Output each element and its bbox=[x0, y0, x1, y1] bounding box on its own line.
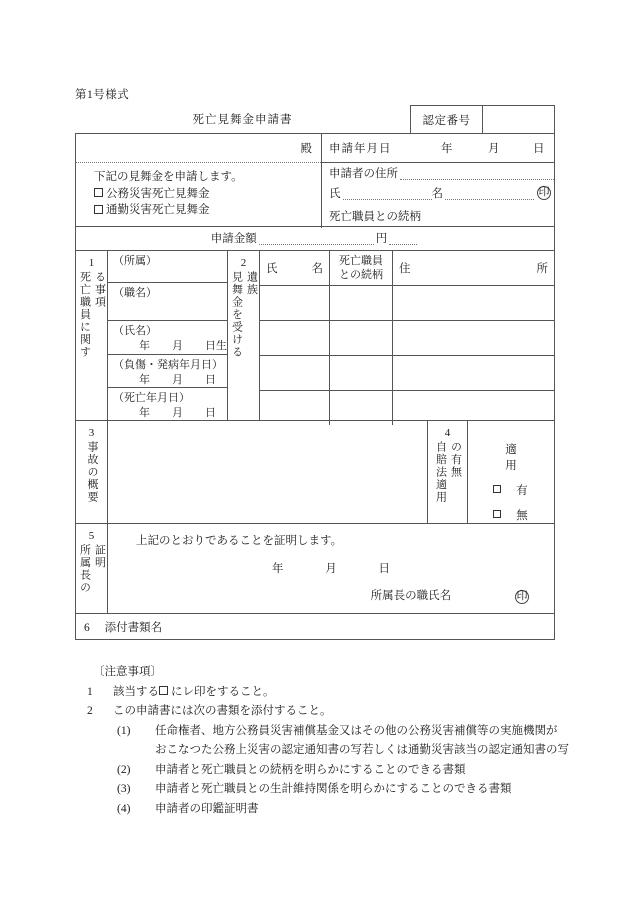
applicant-name-input-b[interactable] bbox=[445, 187, 534, 200]
cell-name[interactable] bbox=[260, 356, 330, 390]
field-death-date-line[interactable]: 年 月 日 bbox=[139, 407, 216, 419]
applicant-name-input-a[interactable] bbox=[343, 187, 432, 200]
option-row-1[interactable] bbox=[94, 186, 321, 203]
section2-vertical-right: 遺族 bbox=[245, 271, 258, 296]
section1-vertical-left: 死亡職員に関す bbox=[78, 271, 91, 359]
cell-name[interactable] bbox=[260, 321, 330, 355]
section5-vertical-left: 所属長の bbox=[78, 544, 91, 594]
family-table bbox=[260, 251, 554, 420]
amount-row bbox=[75, 227, 555, 251]
field-affiliation[interactable] bbox=[108, 251, 227, 283]
certification-signature-row[interactable] bbox=[108, 576, 554, 604]
note-sub-2-line1: 申請者と死亡職員との続柄を明らかにすることのできる書類 bbox=[155, 763, 466, 776]
amount-inner bbox=[76, 227, 554, 249]
section1-vertical-right: る事項 bbox=[93, 271, 106, 309]
cell-address[interactable] bbox=[393, 356, 554, 390]
header-address-right: 所 bbox=[536, 263, 548, 275]
note-sub-1 bbox=[75, 722, 575, 742]
note-sub-1-number: (1) bbox=[117, 724, 131, 737]
cell-address[interactable] bbox=[393, 321, 554, 355]
form-number: 第1号様式 bbox=[75, 89, 130, 101]
amount-unit: 円 bbox=[375, 233, 388, 245]
field-injury-date-line[interactable]: 年 月 日 bbox=[139, 374, 216, 386]
note-item-1-number: 1 bbox=[87, 685, 93, 698]
certification-block bbox=[75, 524, 555, 614]
cell-name[interactable] bbox=[260, 391, 330, 425]
section4-vertical-right: の有無 bbox=[449, 441, 462, 479]
section5-label bbox=[76, 524, 108, 613]
checkbox-icon-applicable-yes[interactable] bbox=[493, 485, 501, 493]
note-item-2-text: この申請書には次の書類を添付すること。 bbox=[113, 705, 332, 717]
header-address bbox=[393, 251, 554, 285]
amount-label: 申請金額 bbox=[210, 233, 257, 245]
table-row[interactable] bbox=[260, 320, 554, 355]
note-sub-1-line2: おこなつた公務上災害の認定通知書の写若しくは通勤災害該当の認定通知書の写 bbox=[155, 744, 569, 756]
table-row[interactable] bbox=[260, 355, 554, 390]
section6-row[interactable] bbox=[76, 614, 554, 635]
note-sub-1-line1: 任命権者、地方公務員災害補償基金又はその他の公務災害補償等の実施機関が bbox=[155, 724, 558, 737]
section4-number: 4 bbox=[444, 427, 451, 439]
field-position[interactable] bbox=[108, 283, 227, 321]
header-name-left: 氏 bbox=[266, 263, 278, 275]
option-label-1: 公務災害死亡見舞金 bbox=[106, 187, 210, 200]
section1-fields bbox=[108, 251, 228, 420]
section4-choices bbox=[468, 421, 554, 523]
table-row[interactable] bbox=[260, 390, 554, 425]
section3-content[interactable] bbox=[108, 421, 428, 523]
declaration-text: 下記の見舞金を申請します。 bbox=[94, 171, 243, 183]
applicant-left-cell bbox=[76, 134, 322, 228]
note-item-1-text bbox=[113, 683, 275, 703]
family-table-header bbox=[260, 251, 554, 285]
section4-label bbox=[428, 421, 468, 523]
note-sub-2 bbox=[75, 761, 575, 781]
section2-label bbox=[228, 251, 260, 420]
cell-relation[interactable] bbox=[330, 286, 393, 320]
note-sub-4-line1: 申請者の印鑑証明書 bbox=[155, 802, 259, 815]
note-sub-3-line1: 申請者と死亡職員との生計維持関係を明らかにすることのできる書類 bbox=[155, 783, 512, 795]
application-date-year[interactable]: 年 bbox=[441, 143, 453, 155]
field-injury-label: （負傷・発病年月日） bbox=[113, 359, 223, 371]
amount-tail-dots bbox=[389, 232, 417, 245]
header-name bbox=[260, 251, 330, 285]
field-position-label: （職名） bbox=[113, 287, 157, 299]
note-sub-4-number: (4) bbox=[117, 802, 131, 815]
certification-number-box bbox=[410, 105, 555, 133]
application-date-day[interactable]: 日 bbox=[533, 143, 545, 155]
deceased-and-family-block bbox=[75, 251, 555, 421]
header-name-right: 名 bbox=[311, 263, 323, 275]
section5-body bbox=[108, 524, 554, 613]
section4-choice-yes[interactable] bbox=[468, 482, 554, 498]
certification-date[interactable] bbox=[108, 548, 554, 576]
page-title: 死亡見舞金申請書 bbox=[192, 114, 293, 126]
option-row-2[interactable] bbox=[94, 202, 321, 219]
section3-vertical-label: 事故の概要 bbox=[86, 441, 98, 504]
section2-number: 2 bbox=[240, 257, 247, 269]
cell-name[interactable] bbox=[260, 286, 330, 320]
certification-signature-label: 所属長の職氏名 bbox=[370, 590, 452, 602]
note-item-1 bbox=[75, 683, 575, 703]
amount-input[interactable] bbox=[259, 232, 374, 245]
applicant-block bbox=[75, 133, 555, 227]
field-name-birthdate[interactable]: 年 月 日生 bbox=[139, 340, 227, 352]
note-item-1-after: にレ印をすること。 bbox=[171, 685, 275, 698]
attachments-block bbox=[75, 614, 555, 640]
section6-number: 6 bbox=[84, 622, 90, 634]
note-sub-3 bbox=[75, 780, 575, 800]
option-label-2: 通勤災害死亡見舞金 bbox=[106, 204, 210, 216]
section4-choice-no-label: 無 bbox=[516, 510, 528, 522]
certification-number-label: 認定番号 bbox=[411, 106, 483, 133]
field-death-label: （死亡年月日） bbox=[113, 392, 190, 404]
cell-address[interactable] bbox=[393, 286, 554, 320]
section4-heading-char1: 適 用 bbox=[505, 444, 529, 472]
notes-section bbox=[75, 663, 575, 819]
application-date-label: 申請年月日 bbox=[329, 143, 392, 155]
section1-label bbox=[76, 251, 108, 420]
seal-icon-supervisor: 印 bbox=[516, 590, 528, 602]
section4-vertical-left: 自賠法適用 bbox=[434, 441, 447, 504]
applicant-relation-label: 死亡職員との続柄 bbox=[329, 210, 421, 223]
applicant-address-row[interactable] bbox=[322, 163, 554, 183]
declaration-area bbox=[76, 163, 321, 219]
checkbox-icon-note bbox=[159, 686, 168, 695]
cell-relation[interactable] bbox=[330, 356, 393, 390]
application-date-month[interactable]: 月 bbox=[488, 143, 500, 155]
applicant-name-label-2: 名 bbox=[431, 188, 443, 200]
certification-date-month: 月 bbox=[325, 563, 337, 575]
certification-date-day: 日 bbox=[378, 563, 390, 575]
section1-number: 1 bbox=[88, 257, 95, 269]
section4-heading bbox=[468, 441, 554, 473]
checkbox-icon-applicable-no[interactable] bbox=[493, 510, 501, 518]
field-death-date[interactable] bbox=[108, 388, 227, 421]
addressee-suffix: 殿 bbox=[300, 143, 312, 155]
field-name-label: （氏名） bbox=[113, 325, 157, 337]
section2-vertical-left: 見舞金を受ける bbox=[230, 271, 243, 359]
note-item-1-before: 該当する bbox=[113, 685, 159, 698]
seal-icon-applicant: 印 bbox=[538, 186, 550, 198]
title-row bbox=[75, 105, 555, 133]
header-relation-line2: との続柄 bbox=[339, 269, 383, 281]
checkbox-icon-koumu[interactable] bbox=[94, 188, 103, 197]
checkbox-icon-tsukin[interactable] bbox=[94, 205, 103, 214]
header-relation-line1: 死亡職員 bbox=[339, 255, 383, 267]
section5-vertical-right: 証明 bbox=[93, 544, 106, 569]
cell-address[interactable] bbox=[393, 391, 554, 425]
section6-label: 添付書類名 bbox=[104, 622, 163, 634]
field-injury-date[interactable] bbox=[108, 355, 227, 388]
field-name[interactable] bbox=[108, 321, 227, 355]
notes-heading: 〔注意事項〕 bbox=[93, 666, 162, 678]
applicant-address-input[interactable] bbox=[400, 167, 554, 180]
section4-choice-no[interactable] bbox=[468, 507, 554, 523]
certification-number-input[interactable] bbox=[483, 106, 554, 133]
section5-number: 5 bbox=[88, 530, 95, 542]
applicant-right-cell bbox=[322, 134, 554, 228]
cell-relation[interactable] bbox=[330, 391, 393, 425]
section3-number: 3 bbox=[88, 427, 95, 439]
cell-relation[interactable] bbox=[330, 321, 393, 355]
section4-choice-yes-label: 有 bbox=[516, 485, 528, 497]
note-sub-3-number: (3) bbox=[117, 783, 131, 795]
header-relation bbox=[330, 251, 393, 285]
accident-and-law-block bbox=[75, 421, 555, 524]
applicant-relation-row[interactable] bbox=[322, 203, 554, 228]
certification-date-year: 年 bbox=[272, 563, 284, 575]
note-item-2 bbox=[75, 702, 575, 722]
applicant-name-row[interactable] bbox=[322, 183, 554, 203]
note-item-2-number: 2 bbox=[87, 705, 93, 717]
certification-text: 上記のとおりであることを証明します。 bbox=[136, 535, 343, 547]
field-affiliation-label: （所属） bbox=[113, 255, 157, 267]
section3-label bbox=[76, 421, 108, 523]
table-row[interactable] bbox=[260, 285, 554, 320]
applicant-name-label-1: 氏 bbox=[329, 188, 341, 200]
note-sub-4 bbox=[75, 800, 575, 820]
header-address-left: 住 bbox=[399, 263, 411, 275]
application-date-row bbox=[322, 134, 554, 163]
addressee-field[interactable] bbox=[76, 134, 321, 163]
applicant-address-label: 申請者の住所 bbox=[329, 168, 398, 180]
note-sub-2-number: (2) bbox=[117, 763, 131, 776]
